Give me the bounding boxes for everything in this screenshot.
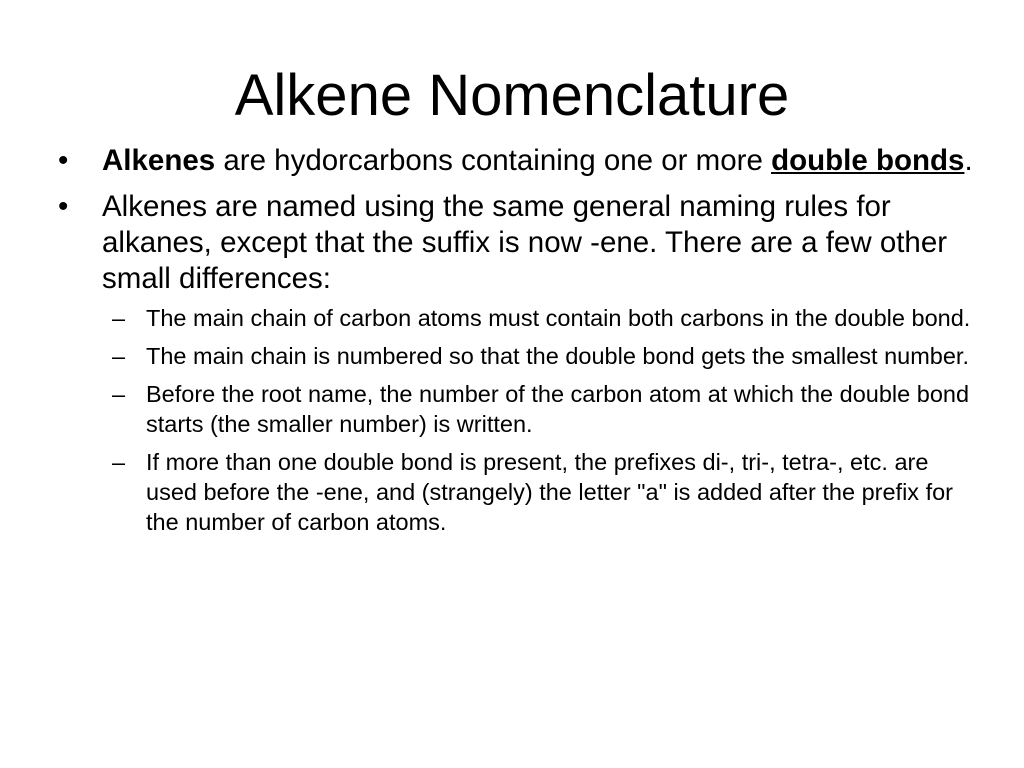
bullet-marker: • xyxy=(58,144,69,177)
definition-text: are hydorcarbons containing one or more xyxy=(215,144,772,177)
dash-marker: – xyxy=(112,381,126,407)
sub-item-main-chain xyxy=(102,303,978,333)
definition-end: . xyxy=(964,144,973,177)
sub-item-numbering xyxy=(102,341,978,371)
sub-item-root-name xyxy=(102,379,978,439)
dash-marker: – xyxy=(112,343,126,369)
bullet-item-naming-rules xyxy=(58,189,978,537)
slide-body xyxy=(58,143,978,547)
sub-item-text: The main chain of carbon atoms must contain both carbons in the double bond. xyxy=(146,305,971,331)
sub-item-text: Before the root name, the number of the carbon atom at which the double bond starts (the smaller number) is written. xyxy=(146,381,970,437)
term-alkenes: Alkenes xyxy=(102,144,216,177)
sub-item-text: The main chain is numbered so that the double bond gets the smallest number. xyxy=(146,343,969,369)
slide-title: Alkene Nomenclature xyxy=(234,63,790,128)
term-double-bonds: double bonds xyxy=(771,144,965,177)
naming-rules-text: Alkenes are named using the same general naming rules for alkanes, except that the suffix is now -ene. There are a few other small differences: xyxy=(102,190,948,295)
bullet-item-definition xyxy=(58,143,978,179)
dash-marker: – xyxy=(112,305,126,331)
bullet-marker: • xyxy=(58,190,69,223)
bullet-list xyxy=(58,143,978,537)
sub-item-text: If more than one double bond is present, the prefixes di-, tri-, tetra-, etc. are used before the -ene, and (strangely) the letter "a" is added after the prefix for the number of carbon atoms. xyxy=(146,449,954,535)
sub-item-prefixes xyxy=(102,447,978,537)
sub-bullet-list xyxy=(102,303,978,537)
dash-marker: – xyxy=(112,449,126,475)
